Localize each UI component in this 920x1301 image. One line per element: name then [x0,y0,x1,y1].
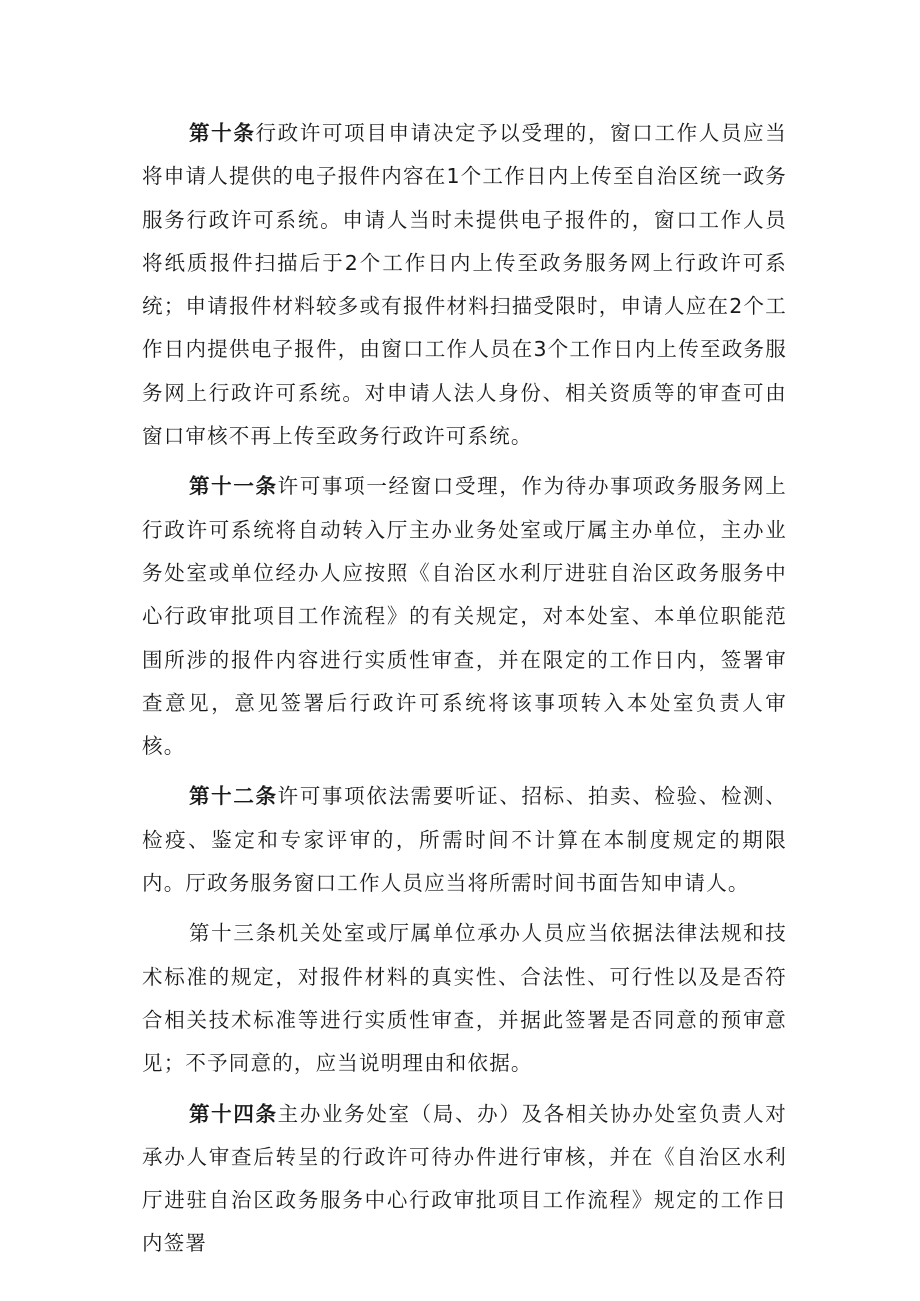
article-12-body: 许可事项依法需要听证、招标、拍卖、检验、检测、检疫、鉴定和专家评审的，所需时间不计算在本制度规定的期限内。厅政务服务窗口工作人员应当将所需时间书面告知申请人。 [142,784,787,896]
article-13-number: 第十三条 [189,921,278,946]
article-14 [142,1093,787,1266]
document-page [142,112,787,1266]
article-12 [142,775,787,905]
article-10-body: 行政许可项目申请决定予以受理的，窗口工作人员应当将申请人提供的电子报件内容在1个工作日内上传至自治区统一政务服务行政许可系统。申请人当时未提供电子报件的，窗口工作人员将纸质报件扫描后于2个工作日内上传至政务服务网上行政许可系统；申请报件材料较多或有报件材料扫描受限时，申请人应在2个工作日内提供电子报件，由窗口工作人员在3个工作日内上传至政务服务网上行政许可系统。对申请人法人身份、相关资质等的审查可由窗口审核不再上传至政务行政许可系统。 [142,121,787,449]
article-14-body: 主办业务处室（局、办）及各相关协办处室负责人对承办人审查后转呈的行政许可待办件进行审核，并在《自治区水利厅进驻自治区政务服务中心行政审批项目工作流程》规定的工作日内签署 [142,1101,787,1256]
article-11 [142,465,787,768]
article-13 [142,912,787,1085]
article-14-number: 第十四条 [189,1101,278,1126]
article-11-number: 第十一条 [189,474,278,499]
article-10-number: 第十条 [189,121,256,145]
article-11-body: 许可事项一经窗口受理，作为待办事项政务服务网上行政许可系统将自动转入厅主办业务处室或厅属主办单位，主办业务处室或单位经办人应按照《自治区水利厅进驻自治区政务服务中心行政审批项目工作流程》的有关规定，对本处室、本单位职能范围所涉的报件内容进行实质性审查，并在限定的工作日内，签署审查意见，意见签署后行政许可系统将该事项转入本处室负责人审核。 [142,474,787,759]
article-13-body: 机关处室或厅属单位承办人员应当依据法律法规和技术标准的规定，对报件材料的真实性、合法性、可行性以及是否符合相关技术标准等进行实质性审查，并据此签署是否同意的预审意见；不予同意的，应当说明理由和依据。 [142,921,787,1076]
article-12-number: 第十二条 [189,784,278,809]
article-10 [142,112,787,458]
